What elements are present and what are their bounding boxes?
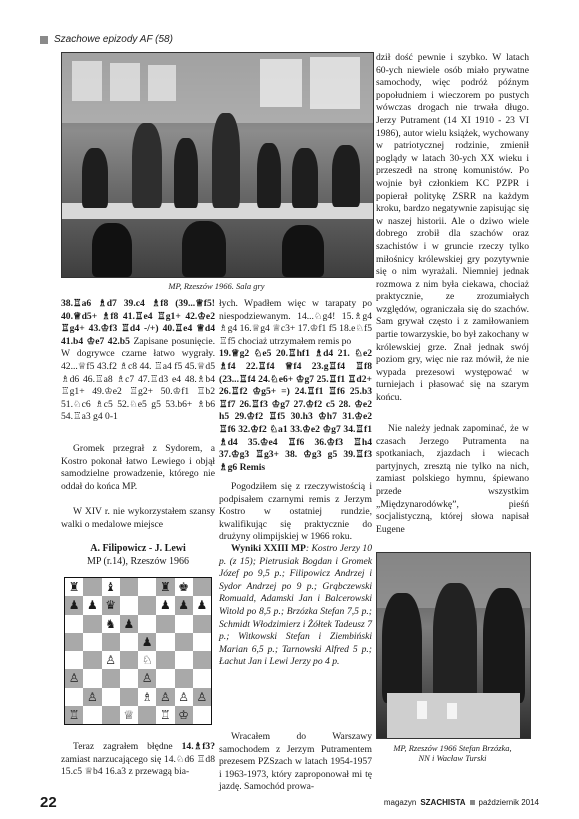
tournament-hall-photo xyxy=(61,52,374,278)
board-square xyxy=(175,651,193,669)
chess-piece: ♕ xyxy=(123,707,135,722)
board-square xyxy=(156,688,174,706)
paragraph: Pogodziłem się z rzeczywistością i podpisałem czarnymi remis z Jerzym Kostro w ostatniej rundzie, kwalifikując się praktycznie do drużyny olimpijskiej w 1966 roku. xyxy=(219,481,372,543)
chess-piece: ♛ xyxy=(105,598,116,613)
caption-line: MP, Rzeszów 1966 Stefan Brzózka, xyxy=(393,743,512,753)
magazine-prefix: magazyn xyxy=(383,798,417,807)
chess-piece: ♜ xyxy=(68,580,80,595)
board-square xyxy=(175,633,193,651)
chess-piece: ♘ xyxy=(141,653,153,668)
board-square xyxy=(138,651,156,669)
paragraph-text: Teraz zagrałem błędne xyxy=(73,741,173,752)
board-square xyxy=(175,706,193,724)
chess-piece: ♙ xyxy=(105,653,116,668)
board-square xyxy=(102,669,120,687)
board-square xyxy=(120,615,138,633)
board-square xyxy=(83,669,101,687)
paragraph: dził dość pewnie i szybko. W latach 60-ych niewiele osób miało prywatne samochody, więc podróż późnym popołudniem i wieczorem po pustych wówczas drogach nie trwała długo. Jerzy Putrament (14 XI 1910 - 23 VI 1986), autor wielu książek, wychowany w patriotycznej rodzinie, zmienił poglądy w latach 30-ych XX wieku i przeszedł na stronę komunistów. Po wojnie był członkiem KC PZPR i popierał politykę ZSRR na każdym kroku, bardzo negatywnie zapisując się w naszej historii. Ale o dziwo wiele dobrego zrobił dla szachów oraz szachistów i w gruncie rzeczy tylko miłośnicy królewskiej gry pozytywnie się o nim wyrażali. Niemniej jednak rozmowa z nim była ciekawa, chociaż praktycznie, ze zrozumiałych względów, ograniczała się do szachów. Sam grywał często i z zamiłowaniem partie towarzyskie, bo był zakochany w królewskiej grze. Znał jednak swój poziom gry, więc nie raz mówił, że nie wypada prezesowi występować w turniejach i płasować się na szarym końcu. xyxy=(376,52,529,404)
paragraph: Wracałem do Warszawy samochodem z Jerzym Putramentem prezesem PZSzach w latach 1954-1957 i 1963-1973, który zaproponował mi tę jazdę. Samochód prowa- xyxy=(219,731,372,793)
board-square xyxy=(83,596,101,614)
chess-piece: ♟ xyxy=(178,598,189,613)
moves-text: 38.♖a6 ♗d7 39.c4 ♗f8 (39...♕f5! 40.♕d5+ ♗f8 41.♖e4 ♖g1+ 42.♔e2 ♖g4+ 43.♔f3 ♖d4 -/+) 40.♖e4 ♕d4 41.b4 ♔e7 42.b5 xyxy=(61,298,215,347)
board-square xyxy=(138,615,156,633)
board-square xyxy=(102,596,120,614)
chess-piece: ♟ xyxy=(141,634,153,649)
section-title: Szachowe epizody AF (58) xyxy=(54,34,173,45)
paragraph: W XIV r. nie wykorzystałem szansy walki o medalowe miejsce xyxy=(61,506,215,530)
board-square xyxy=(102,633,120,651)
board-square xyxy=(83,578,101,596)
game-event: MP (r.14), Rzeszów 1966 xyxy=(86,556,190,567)
board-square xyxy=(102,615,120,633)
board-square xyxy=(120,688,138,706)
board-square xyxy=(120,651,138,669)
board-square xyxy=(193,633,211,651)
board-square xyxy=(120,633,138,651)
moves-text: 19.♕g2 ♘e5 20.♖hf1 ♗d4 21. ♘e2 ♗f4 22.♖f4 ♕f4 23.g♖f4 ♖f8 (23...♖f4 24.♘e6+ ♔g7 25.♖f1 ♖d2+ 26.♖f2 ♔g5+ =) 24.♖f1 ♖f6 25.b3 ♖f7 26.♖f3 ♔g7 27.♔f2 c5 28. ♔e2 h5 29.♔f2 ♖f5 30.h3 ♔h7 31.♔e2 ♖f6 32.♔f2 ♘a1 33.♔e2 ♔g7 34.♖f1 ♗d4 35.♔e4 ♖f6 36.♔f3 ♖h4 37.♔g3 ♖g3+ 38. ♔g3 g5 39.♖f3 ♗g6 Remis xyxy=(219,348,372,473)
paragraph: Nie należy jednak zapominać, że w czasach Jerzego Putramenta na spotkaniach, zjazdach i wiecach partyjnych, zresztą nie tylko na nich, zamiast polskiego hymnu, śpiewano przede wszystkim „Międzynarodówkę”, pieśń socjalistyczną, której słowa napisał Eugene xyxy=(376,423,529,535)
chess-piece: ♔ xyxy=(178,707,189,722)
chess-piece: ♟ xyxy=(196,598,208,613)
chess-piece: ♚ xyxy=(178,580,189,595)
board-square xyxy=(83,615,101,633)
page-number: 22 xyxy=(40,794,57,811)
chess-piece: ♙ xyxy=(68,671,80,686)
board-square xyxy=(65,596,83,614)
chess-piece: ♟ xyxy=(86,598,98,613)
board-square xyxy=(175,615,193,633)
text-column-1 xyxy=(61,298,215,424)
board-square xyxy=(156,706,174,724)
chess-piece: ♙ xyxy=(86,689,98,704)
board-square xyxy=(156,651,174,669)
board-square xyxy=(193,688,211,706)
board-square xyxy=(120,596,138,614)
paragraph-text: zamiast narzucającego się 14.♘d6 ♖d8 15.c5 ♕b4 16.a3 z przewagą bia- xyxy=(61,753,215,778)
paragraph: Gromek przegrał z Sydorem, a Kostro pokonał łatwo Lewiego i objął samodzielne prowadzenie, którego nie oddał do końca MP. xyxy=(61,443,215,492)
board-square xyxy=(156,596,174,614)
issue-date: październik 2014 xyxy=(478,798,539,807)
chess-piece: ♙ xyxy=(196,689,208,704)
board-square xyxy=(138,596,156,614)
magazine-name: SZACHISTA xyxy=(420,798,466,807)
chess-piece: ♜ xyxy=(159,580,171,595)
paragraph: łych. Wpadłem więc w tarapaty po niespodziewanym. 14...♘g4! 15.♗g4 ♗g4 16.♕g4 ♕c3+ 17.♔f1 f5 18.e♘f5 ♖f5 chociaż utrzymałem remis po xyxy=(219,298,372,347)
chess-piece: ♙ xyxy=(141,671,153,686)
chess-piece: ♟ xyxy=(159,598,171,613)
board-square xyxy=(156,633,174,651)
board-square xyxy=(193,615,211,633)
photo-caption: MP, Rzeszów 1966. Sala gry xyxy=(168,281,265,291)
game-moves xyxy=(61,298,215,424)
board-square xyxy=(175,688,193,706)
results-heading: Wyniki XXIII MP xyxy=(231,543,306,554)
board-square xyxy=(138,633,156,651)
results-text: : Kostro Jerzy 10 p. (z 15); Pietrusiak Bogdan i Gromek Józef po 9,5 p.; Filipowicz Andrzej i Sydor Andrzej po 9 p.; Grąbczewski Romuald, Adamski Jan i Balcerowski Witold po 8,5 p.; Brzózka Stefan 7,5 p.; Schmidt Włodzimierz i Żółtek Tadeusz 7 p.; Witkowski Stefan i Ziembiński Marian 6,5 p.; Tarnowski Alfred 5 p.; Łachut Jan i Lewi Jerzy po 4 p. xyxy=(219,543,372,668)
chess-piece: ♞ xyxy=(105,616,116,631)
text-column-3 xyxy=(376,52,529,405)
board-square xyxy=(102,688,120,706)
board-square xyxy=(83,651,101,669)
board-square xyxy=(193,706,211,724)
board-square xyxy=(138,669,156,687)
board-square xyxy=(156,578,174,596)
board-square xyxy=(138,706,156,724)
board-square xyxy=(193,669,211,687)
chess-piece: ♙ xyxy=(178,689,189,704)
game-heading xyxy=(61,542,215,568)
board-square xyxy=(120,706,138,724)
footer-magazine xyxy=(384,798,539,807)
caption-line: NN i Wacław Turski xyxy=(418,753,487,763)
board-square xyxy=(102,651,120,669)
game-players: A. Filipowicz - J. Lewi xyxy=(90,543,186,554)
chess-piece: ♖ xyxy=(159,707,171,722)
board-square xyxy=(193,651,211,669)
board-square xyxy=(156,669,174,687)
board-square xyxy=(102,706,120,724)
board-square xyxy=(65,651,83,669)
chess-piece: ♗ xyxy=(141,689,153,704)
results-paragraph xyxy=(219,543,372,669)
board-square xyxy=(65,615,83,633)
square-bullet-icon xyxy=(40,36,48,44)
move-highlight: 14.♗f3? xyxy=(181,741,215,752)
chess-piece: ♝ xyxy=(105,580,116,595)
board-square xyxy=(175,669,193,687)
square-bullet-icon xyxy=(470,800,475,805)
board-square xyxy=(65,706,83,724)
chess-board-diagram xyxy=(64,577,212,725)
board-square xyxy=(138,688,156,706)
board-square xyxy=(175,578,193,596)
board-square xyxy=(102,578,120,596)
chess-piece: ♙ xyxy=(159,689,171,704)
board-square xyxy=(156,615,174,633)
players-photo xyxy=(376,552,531,739)
chess-piece: ♟ xyxy=(68,598,80,613)
board-square xyxy=(65,669,83,687)
chess-piece: ♟ xyxy=(123,616,135,631)
board-square xyxy=(193,578,211,596)
board-square xyxy=(65,633,83,651)
board-square xyxy=(120,578,138,596)
moves-comment: Zapisane posunięcie. W dogrywce czarne łatwo wygrały. 42...♕f5 43.f2 ♗c8 44. ♖a4 f5 45.♕d5 ♗d6 46.♖a8 ♗c7 47.♖d3 e4 48.♗b4 ♖g1+ 49.♔e2 ♖g2+ 50.♔f1 ♖b2 51.♘c6 ♗c5 52.♘e5 g5 53.b6+ ♗b6 54.♖a3 g4 0-1 xyxy=(61,335,215,423)
board-square xyxy=(120,669,138,687)
board-square xyxy=(138,578,156,596)
photo-caption xyxy=(376,743,529,763)
board-square xyxy=(193,596,211,614)
board-square xyxy=(65,578,83,596)
section-header xyxy=(40,34,173,45)
text-column-2 xyxy=(219,298,372,474)
board-square xyxy=(65,688,83,706)
chess-piece: ♖ xyxy=(68,707,80,722)
board-square xyxy=(83,633,101,651)
board-square xyxy=(83,688,101,706)
board-square xyxy=(175,596,193,614)
board-square xyxy=(83,706,101,724)
paragraph xyxy=(61,741,215,779)
